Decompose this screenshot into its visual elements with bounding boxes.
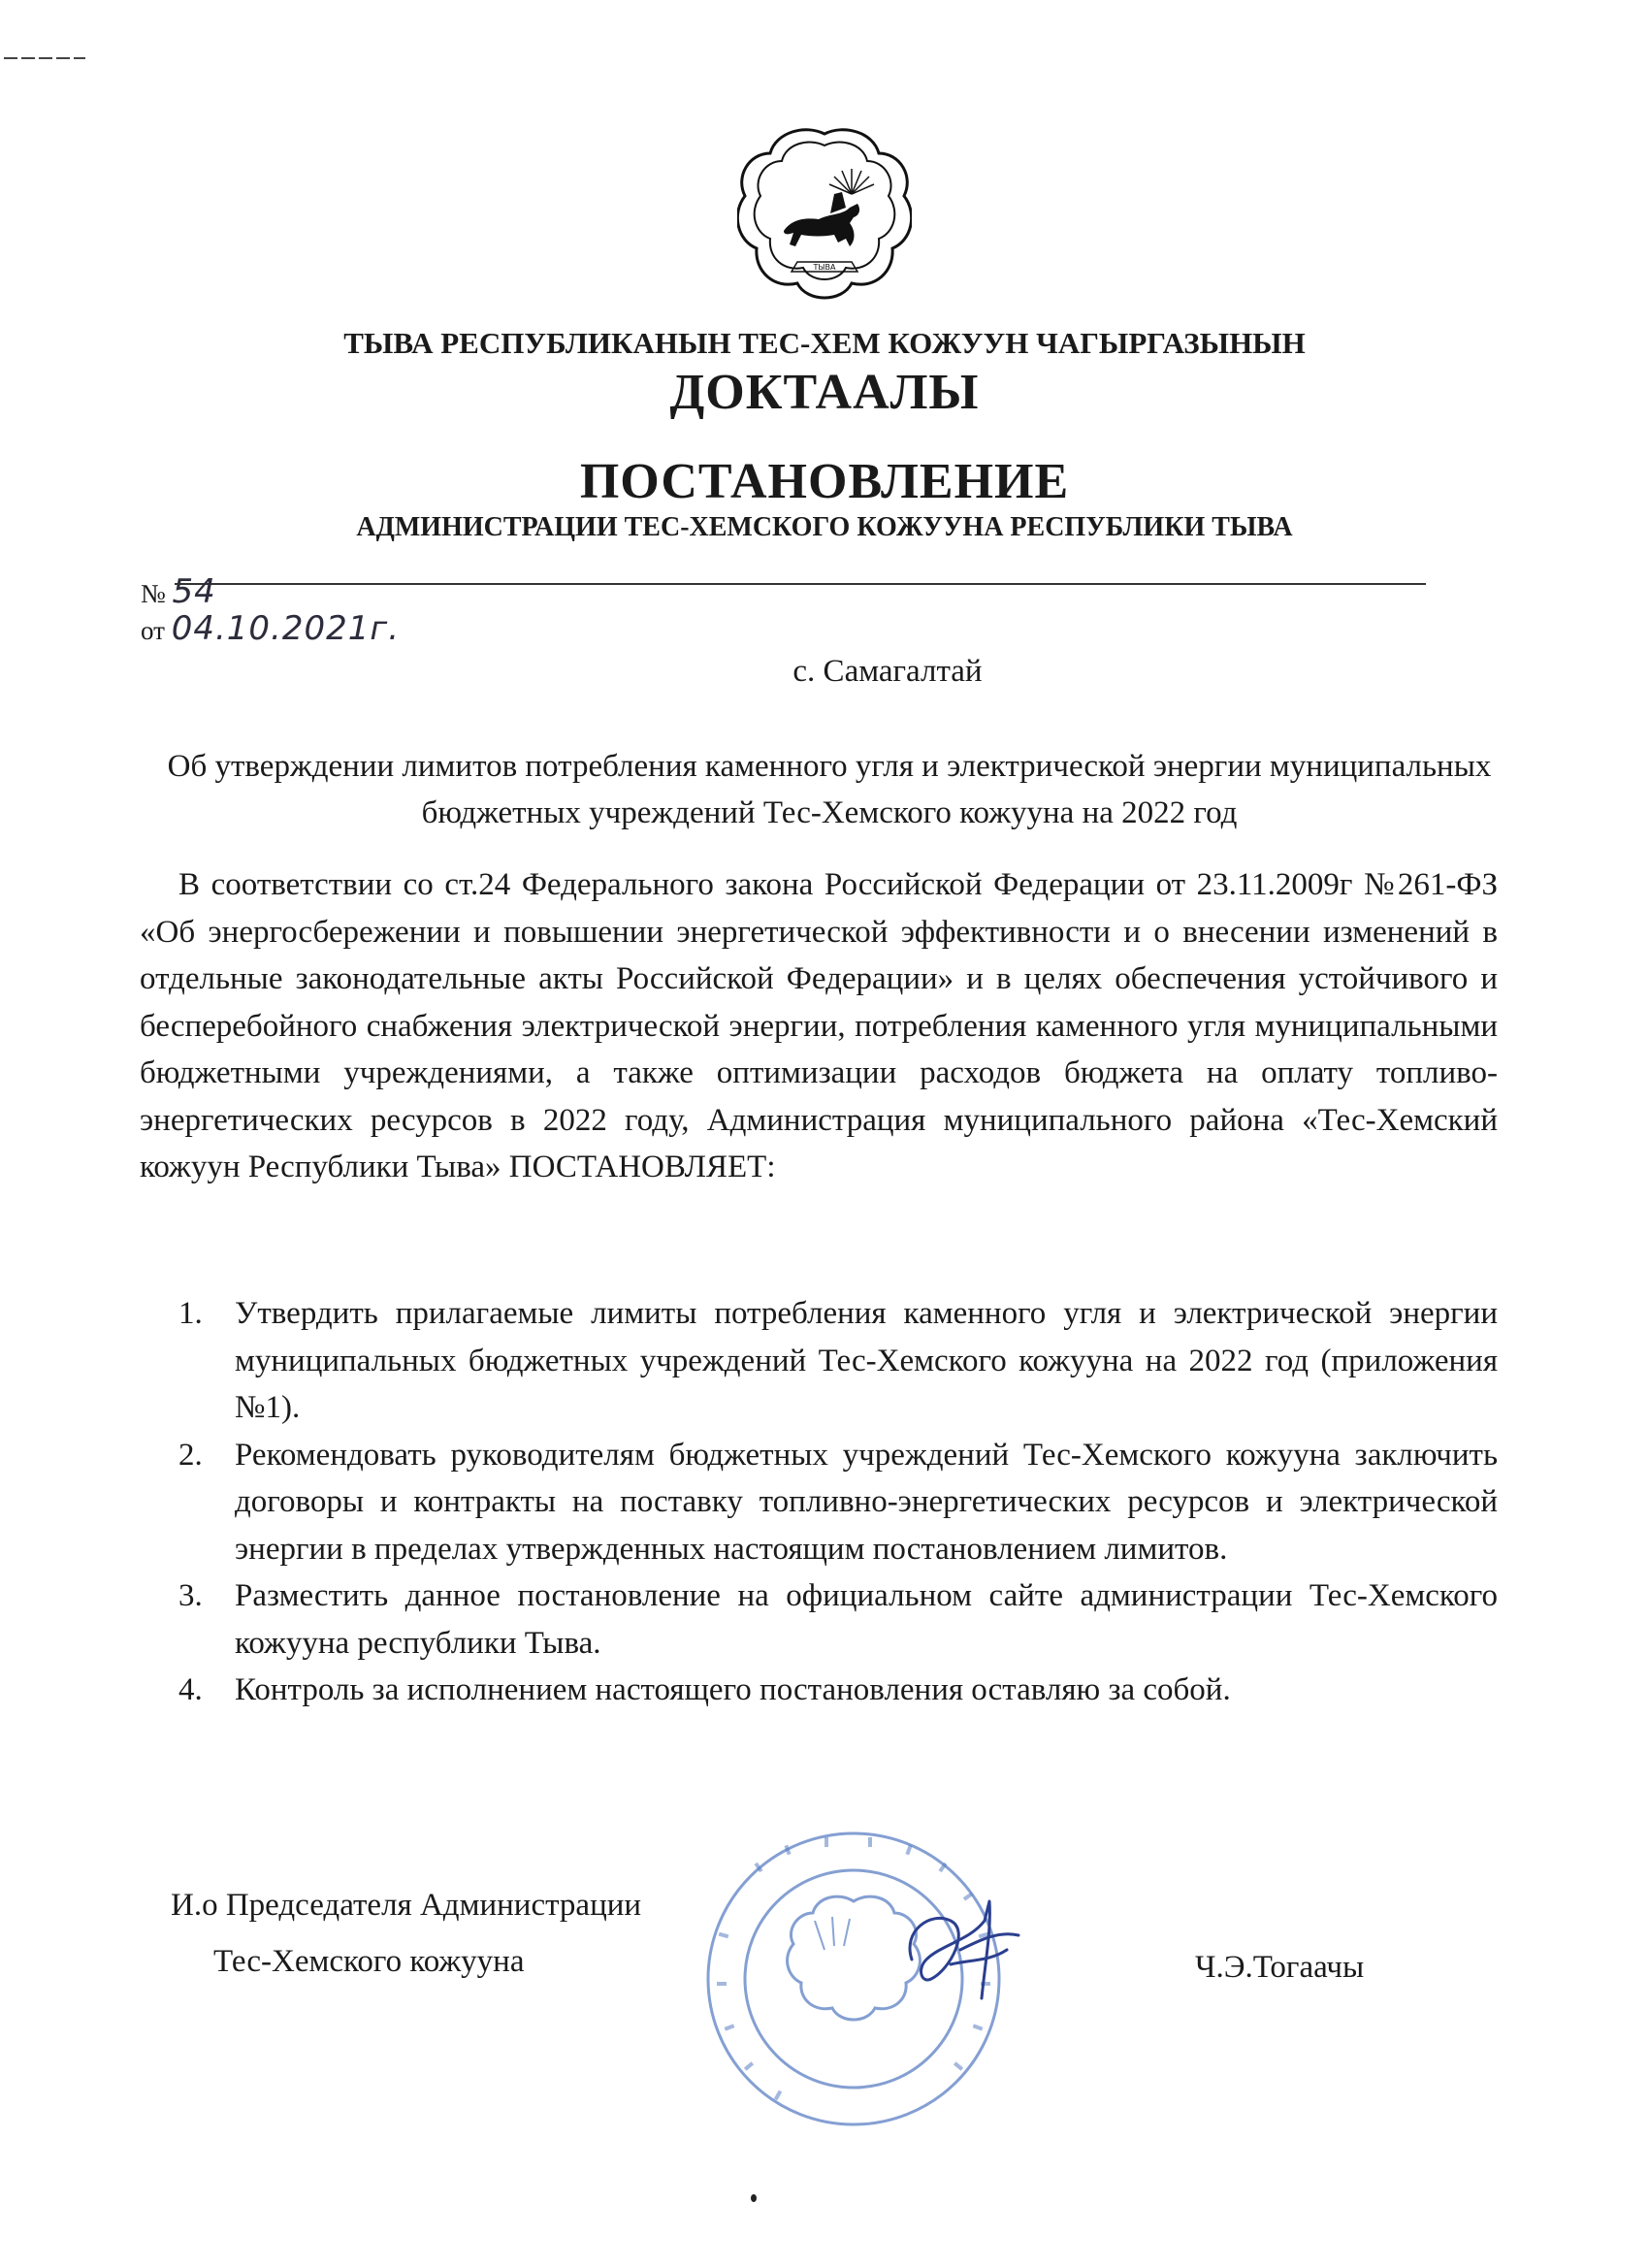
list-item [178, 1432, 1498, 1573]
document-number [141, 572, 216, 611]
date-label: от [141, 616, 165, 645]
tuva-emblem-icon [737, 126, 912, 308]
item-number: 1. [178, 1296, 203, 1331]
header-divider [175, 583, 1426, 585]
corner-mark [4, 56, 85, 61]
item-text: Разместить данное постановление на официальном сайте администрации Тес-Хемского кожууна республики Тыва. [235, 1578, 1498, 1661]
item-text: Утвердить прилагаемые лимиты потребления каменного угля и электрической энергии муниципальных бюджетных учреждений Тес-Хемского кожууна на 2022 год (приложения №1). [235, 1296, 1498, 1425]
handwritten-signature [892, 1892, 1028, 2008]
item-number: 2. [178, 1437, 203, 1473]
list-item [178, 1290, 1498, 1432]
signatory-position-line1: И.о Председателя Администрации [171, 1888, 642, 1923]
scan-speck [751, 2194, 757, 2202]
item-number: 4. [178, 1672, 203, 1707]
place-of-issue: с. Самагалтай [792, 654, 983, 689]
item-number: 3. [178, 1578, 203, 1613]
emblem-text: ТЫВА [813, 263, 836, 272]
header-tyva-line: ТЫВА РЕСПУБЛИКАНЫН ТЕС-ХЕМ КОЖУУН ЧАГЫРГАЗЫНЫН [343, 326, 1306, 360]
number-value: 54 [172, 572, 216, 611]
list-item [178, 1572, 1498, 1667]
number-label: № [141, 579, 166, 608]
document-date [141, 609, 400, 648]
signatory-name: Ч.Э.Тогаачы [1195, 1950, 1365, 1985]
preamble-paragraph: В соответствии со ст.24 Федерального закона Российской Федерации от 23.11.2009г №261-ФЗ «Об энергосбережении и повышении энергетической эффективности и о внесении изменений в отдельные законодательные акты Российской Федерации» и в целях обеспечения устойчивого и бесперебойного снабжения электрической энергии, потребления каменного угля муниципальными бюджетными учреждениями, а также оптимизации расходов бюджета на оплату топливо-энергетических ресурсов в 2022 году, Администрация муниципального района «Тес-Хемский кожуун Республики Тыва» ПОСТАНОВЛЯЕТ: [140, 867, 1498, 1184]
item-text: Контроль за исполнением настоящего постановления оставляю за собой. [235, 1672, 1231, 1707]
header-ru-title: ПОСТАНОВЛЕНИЕ [579, 454, 1070, 509]
header-ru-line: АДМИНИСТРАЦИИ ТЕС-ХЕМСКОГО КОЖУУНА РЕСПУБЛИКИ ТЫВА [356, 512, 1293, 542]
header-tyva-title: ДОКТААЛЫ [669, 365, 980, 420]
document-title: Об утверждении лимитов потребления каменного угля и электрической энергии муниципальных бюджетных учреждений Тес-Хемского кожууна на 2022 год [167, 749, 1492, 830]
signatory-position-line2: Тес-Хемского кожууна [213, 1944, 525, 1979]
list-item [178, 1667, 1498, 1714]
date-value: 04.10.2021г. [171, 609, 401, 648]
resolution-items [178, 1290, 1498, 1714]
item-text: Рекомендовать руководителям бюджетных учреждений Тес-Хемского кожууна заключить договоры и контракты на поставку топливно-энергетических ресурсов и электрической энергии в пределах утвержденных настоящим постановлением лимитов. [235, 1437, 1498, 1567]
